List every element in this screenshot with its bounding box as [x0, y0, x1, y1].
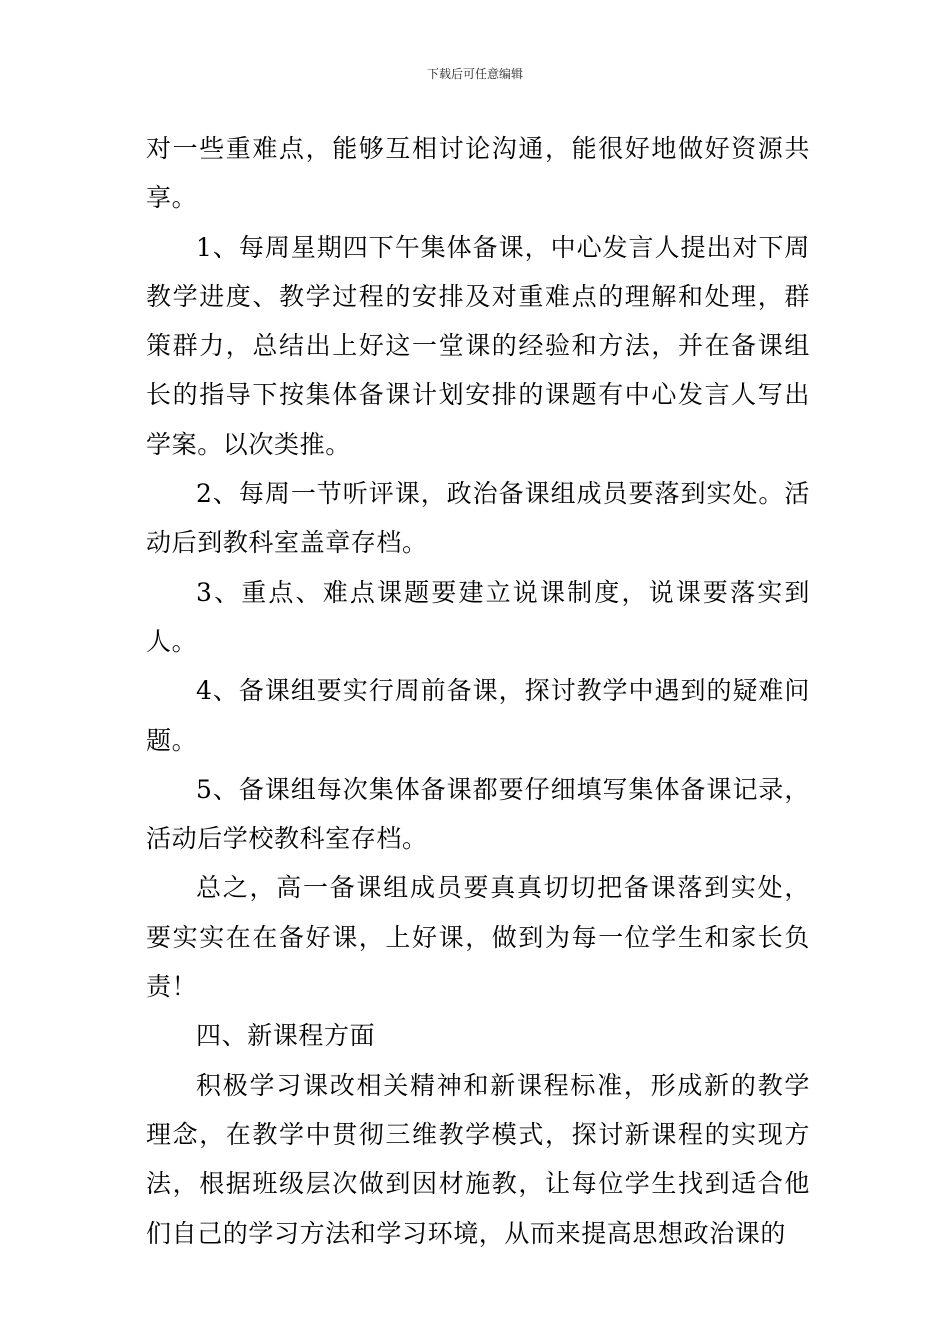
- document-body: [146, 124, 810, 1258]
- paragraph-8: 积极学习课改相关精神和新课程标准，形成新的教学理念，在教学中贯彻三维教学模式，探讨新课程的实现方法，根据班级层次做到因材施教，让每位学生找到适合他们自己的学习方法和学习环境，从而来提高思想政治课的: [146, 1070, 810, 1248]
- paragraph-3: 2、每周一节听评课，政治备课组成员要落到实处。活动后到教科室盖章存档。: [146, 479, 810, 558]
- paragraph-4: 3、重点、难点课题要建立说课制度，说课要落实到人。: [146, 577, 810, 656]
- paragraph-6: 5、备课组每次集体备课都要仔细填写集体备课记录，活动后学校教科室存档。: [146, 774, 810, 854]
- paragraph-1: 对一些重难点，能够互相讨论沟通，能很好地做好资源共享。: [146, 134, 810, 213]
- page-header: 下载后可任意编辑: [426, 67, 523, 81]
- paragraph-5: 4、备课组要实行周前备课，探讨教学中遇到的疑难问题。: [146, 676, 810, 755]
- paragraph-7: 总之，高一备课组成员要真真切切把备课落到实处，要实实在在备好课，上好课，做到为每一位学生和家长负责！: [146, 873, 810, 1002]
- section-heading: 四、新课程方面: [196, 1021, 376, 1051]
- paragraph-2: 1、每周星期四下午集体备课，中心发言人提出对下周教学进度、教学过程的安排及对重难点的理解和处理，群策群力，总结出上好这一堂课的经验和方法，并在备课组长的指导下按集体备课计划安排的课题有中心发言人写出学案。以次类推。: [146, 232, 810, 459]
